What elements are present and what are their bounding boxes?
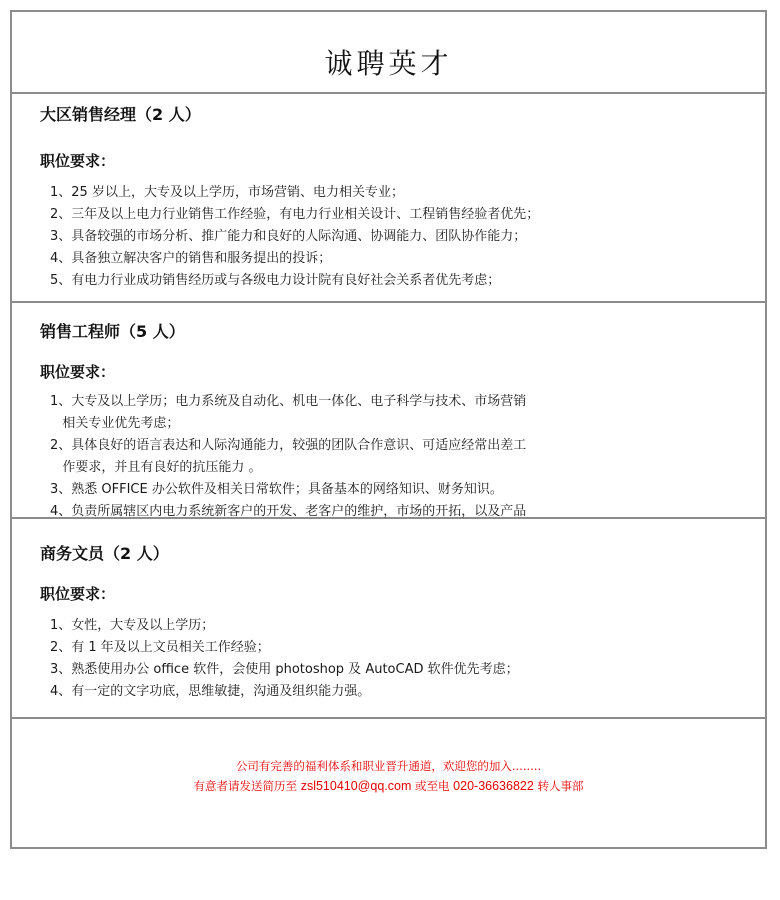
job-section-regional-sales-manager: [12, 94, 765, 303]
requirement-item: 1、女性，大专及以上学历；: [50, 618, 215, 633]
requirements-list: [50, 615, 745, 703]
recruitment-frame: [10, 10, 767, 849]
requirements-heading: 职位要求：: [40, 363, 116, 381]
requirements-list: [50, 391, 745, 523]
requirement-item: 3、具备较强的市场分析、推广能力和良好的人际沟通、协调能力、团队协作能力；: [50, 229, 527, 244]
job-section-business-clerk: [12, 519, 765, 719]
requirement-item: 3、熟悉使用办公 office 软件，会使用 photoshop 及 AutoCAD 软件优先考虑；: [50, 662, 519, 677]
contact-prefix: 有意者请发送简历至: [193, 779, 301, 793]
requirement-item: 5、有电力行业成功销售经历或与各级电力设计院有良好社会关系者优先考虑；: [50, 273, 501, 288]
page-title: 诚聘英才: [324, 47, 453, 80]
requirement-item: 4、具备独立解决客户的销售和服务提出的投诉；: [50, 251, 332, 266]
requirements-list: [50, 182, 745, 292]
requirement-item: 3、熟悉 OFFICE 办公软件及相关日常软件；具备基本的网络知识、财务知识。: [50, 482, 503, 497]
footer: [12, 719, 765, 849]
title-row: [12, 12, 765, 94]
contact-middle: 或至电: [411, 779, 454, 793]
job-section-sales-engineer: [12, 303, 765, 519]
requirement-item: 相关专业优先考虑；: [50, 416, 180, 431]
contact-suffix: 转人事部: [533, 779, 584, 793]
requirement-item: 2、有 1 年及以上文员相关工作经验；: [50, 640, 270, 655]
requirement-item: 4、有一定的文字功底，思维敏捷，沟通及组织能力强。: [50, 684, 371, 699]
contact-email[interactable]: zsl510410@qq.com: [300, 779, 412, 793]
requirements-heading: 职位要求：: [40, 152, 116, 170]
requirement-item: 2、三年及以上电力行业销售工作经验，有电力行业相关设计、工程销售经验者优先；: [50, 207, 540, 222]
requirement-item: 1、25 岁以上，大专及以上学历，市场营销、电力相关专业；: [50, 185, 404, 200]
job-title: 销售工程师（5 人）: [40, 322, 185, 341]
welcome-note: 公司有完善的福利体系和职业晋升通道，欢迎您的加入........: [235, 759, 542, 773]
requirements-heading: 职位要求：: [40, 585, 116, 603]
job-title: 商务文员（2 人）: [40, 544, 169, 563]
job-title: 大区销售经理（2 人）: [40, 105, 201, 124]
contact-phone: 020-36636822: [453, 779, 534, 793]
requirement-item: 4、负责所属辖区内电力系统新客户的开发、老客户的维护，市场的开拓，以及产品: [50, 504, 527, 519]
requirement-item: 作要求，并且有良好的抗压能力 。: [50, 460, 262, 475]
requirement-item: 1、大专及以上学历；电力系统及自动化、机电一体化、电子科学与技术、市场营销: [50, 394, 527, 409]
contact-note: [12, 775, 765, 797]
requirement-item: 2、具体良好的语言表达和人际沟通能力，较强的团队合作意识、可适应经常出差工: [50, 438, 527, 453]
